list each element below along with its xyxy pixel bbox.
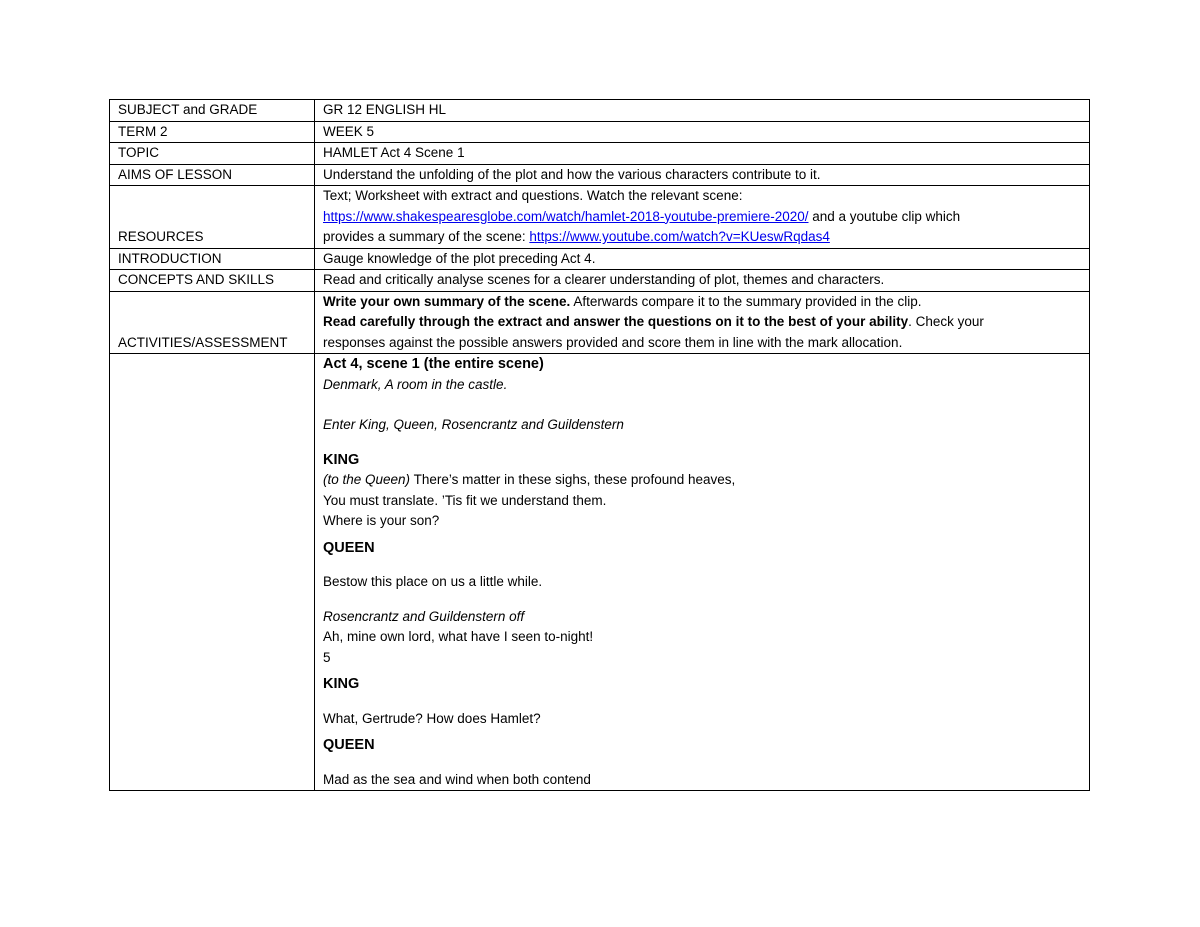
aims-value: Understand the unfolding of the plot and how the various characters contribute to it. xyxy=(315,164,1090,186)
speech-line: Bestow this place on us a little while. xyxy=(323,574,543,589)
resources-line xyxy=(323,207,1089,228)
table-row xyxy=(110,291,1090,354)
activity-text: Afterwards compare it to the summary provided in the clip. xyxy=(570,293,922,309)
subject-value: GR 12 ENGLISH HL xyxy=(315,100,1090,122)
speech-text: There’s matter in these sighs, these profound heaves, xyxy=(410,472,736,487)
stage-direction-exit: Rosencrantz and Guildenstern off xyxy=(323,608,525,624)
topic-label: TOPIC xyxy=(110,143,315,165)
introduction-label: INTRODUCTION xyxy=(110,248,315,270)
stage-direction: (to the Queen) xyxy=(323,472,411,487)
table-row xyxy=(110,270,1090,292)
shakespeares-globe-link[interactable]: https://www.shakespearesglobe.com/watch/hamlet-2018-youtube-premiere-2020/ xyxy=(323,208,809,224)
speech-line: You must translate. ’Tis fit we understand them. xyxy=(323,492,607,508)
table-row xyxy=(110,248,1090,270)
resources-line xyxy=(323,227,1089,248)
speaker-king: KING xyxy=(323,676,360,692)
introduction-value: Gauge knowledge of the plot preceding Act 4. xyxy=(315,248,1090,270)
term-label: TERM 2 xyxy=(110,121,315,143)
speech-line: Mad as the sea and wind when both contend xyxy=(323,771,591,787)
extract-cell xyxy=(315,354,1090,791)
speech-line: Where is your son? xyxy=(323,513,440,528)
topic-value: HAMLET Act 4 Scene 1 xyxy=(315,143,1090,165)
extract-heading: Act 4, scene 1 (the entire scene) xyxy=(323,356,544,372)
stage-direction-entrance: Enter King, Queen, Rosencrantz and Guildenstern xyxy=(323,417,624,432)
empty-label-cell xyxy=(110,354,315,791)
table-row xyxy=(110,100,1090,122)
activity-line xyxy=(323,312,1089,333)
speech-line xyxy=(323,470,1089,491)
table-row xyxy=(110,186,1090,249)
blank-line xyxy=(323,395,1089,415)
table-row xyxy=(110,354,1090,791)
table-row xyxy=(110,121,1090,143)
aims-label: AIMS OF LESSON xyxy=(110,164,315,186)
concepts-value: Read and critically analyse scenes for a clearer understanding of plot, themes and characters. xyxy=(315,270,1090,292)
activities-label: ACTIVITIES/ASSESSMENT xyxy=(110,291,315,354)
activity-bold: Write your own summary of the scene. xyxy=(323,293,571,309)
activity-bold: Read carefully through the extract and answer the questions on it to the best of your ability xyxy=(323,314,909,329)
speech-line: What, Gertrude? How does Hamlet? xyxy=(323,710,541,726)
subject-label: SUBJECT and GRADE xyxy=(110,100,315,122)
speaker-queen: QUEEN xyxy=(323,737,375,753)
youtube-link[interactable]: https://www.youtube.com/watch?v=KUeswRqdas4 xyxy=(529,229,830,244)
activity-text: . Check your xyxy=(908,314,984,329)
resources-label: RESOURCES xyxy=(110,186,315,249)
speaker-queen: QUEEN xyxy=(323,539,375,556)
resources-text: provides a summary of the scene: xyxy=(323,229,530,244)
concepts-label: CONCEPTS AND SKILLS xyxy=(110,270,315,292)
stage-setting: Denmark, A room in the castle. xyxy=(323,376,508,392)
activity-line xyxy=(323,292,1089,313)
table-row xyxy=(110,143,1090,165)
speaker-king: KING xyxy=(323,451,360,468)
activities-value xyxy=(315,291,1090,354)
lesson-plan-table xyxy=(109,99,1090,791)
line-number: 5 xyxy=(323,649,331,665)
table-row xyxy=(110,164,1090,186)
activity-line: responses against the possible answers provided and score them in line with the mark allocation. xyxy=(323,334,903,350)
resources-text: and a youtube clip which xyxy=(808,208,961,224)
resources-line: Text; Worksheet with extract and questions. Watch the relevant scene: xyxy=(323,188,743,203)
resources-value xyxy=(315,186,1090,249)
week-value: WEEK 5 xyxy=(315,121,1090,143)
speech-line: Ah, mine own lord, what have I seen to-night! xyxy=(323,629,594,644)
